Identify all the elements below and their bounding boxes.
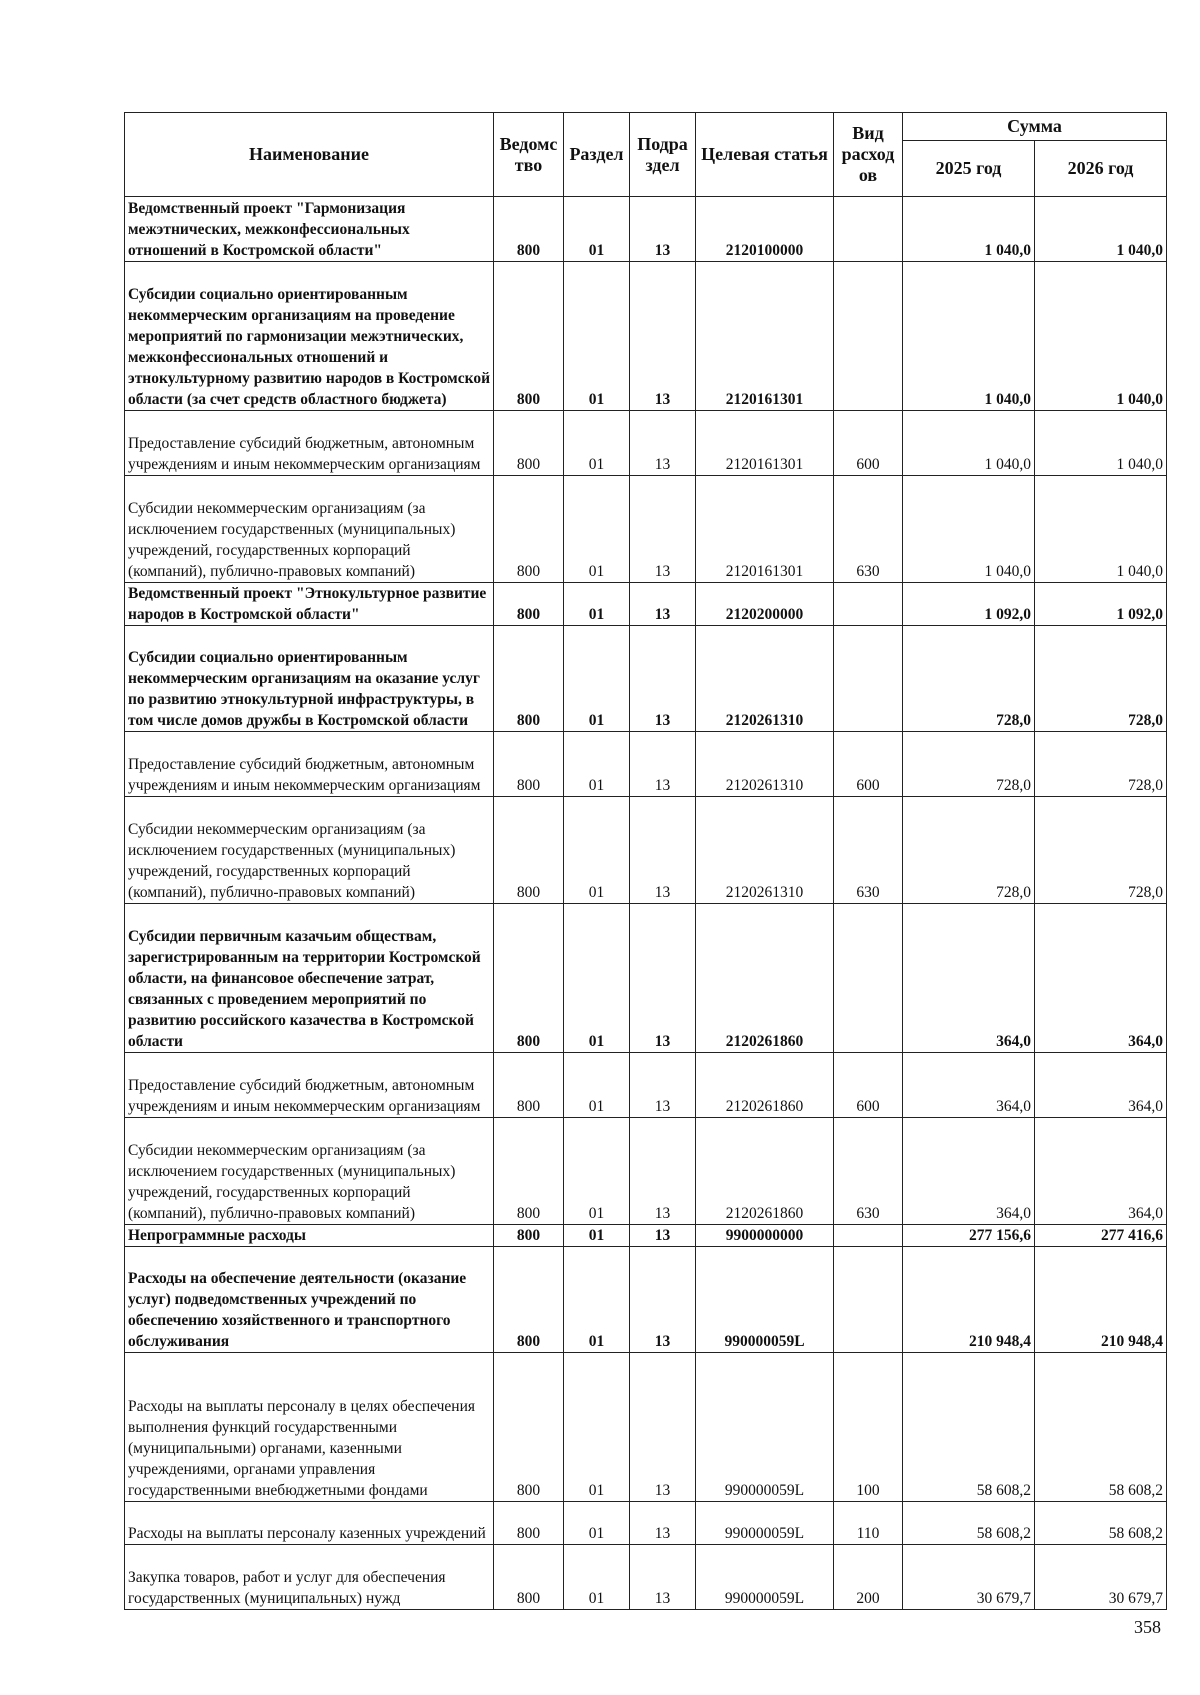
- row-vedomstvo-cell: 800: [494, 411, 564, 476]
- row-vedomstvo-cell: 800: [494, 1225, 564, 1247]
- row-sum-2026-cell: 1 040,0: [1035, 476, 1167, 583]
- row-vedomstvo-cell: 800: [494, 904, 564, 1053]
- row-celevaya-statya-cell: 990000059L: [696, 1353, 834, 1502]
- row-celevaya-statya-cell: 990000059L: [696, 1545, 834, 1610]
- row-vedomstvo-cell: 800: [494, 797, 564, 904]
- row-name-cell: Расходы на выплаты персоналу в целях обеспечения выполнения функций государственными (муниципальными) органами, казенными учреждениями, органами управления государственными внебюджетными фондами: [125, 1353, 494, 1502]
- row-razdel-cell: 01: [564, 1353, 630, 1502]
- row-vedomstvo-cell: 800: [494, 476, 564, 583]
- row-sum-2026-cell: 364,0: [1035, 904, 1167, 1053]
- row-sum-2025-cell: 728,0: [903, 626, 1035, 732]
- row-vedomstvo-cell: 800: [494, 1502, 564, 1545]
- row-vedomstvo-cell: 800: [494, 583, 564, 626]
- header-podrazdel: Подра здел: [630, 113, 696, 197]
- row-razdel-cell: 01: [564, 732, 630, 797]
- row-podrazdel-cell: 13: [630, 732, 696, 797]
- row-celevaya-statya-cell: 2120261860: [696, 904, 834, 1053]
- row-name-cell: Ведомственный проект "Этнокультурное развитие народов в Костромской области": [125, 583, 494, 626]
- table-row: [125, 411, 1167, 476]
- header-vedomstvo: Ведомс тво: [494, 113, 564, 197]
- row-razdel-cell: 01: [564, 626, 630, 732]
- row-podrazdel-cell: 13: [630, 1353, 696, 1502]
- table-row: [125, 1225, 1167, 1247]
- row-razdel-cell: 01: [564, 1118, 630, 1225]
- row-celevaya-statya-cell: 2120100000: [696, 197, 834, 262]
- row-podrazdel-cell: 13: [630, 904, 696, 1053]
- table-row: [125, 1053, 1167, 1118]
- row-celevaya-statya-cell: 2120261860: [696, 1118, 834, 1225]
- row-sum-2025-cell: 1 040,0: [903, 411, 1035, 476]
- table-row: [125, 1545, 1167, 1610]
- row-razdel-cell: 01: [564, 1545, 630, 1610]
- row-name-cell: Ведомственный проект "Гармонизация межэтнических, межконфессиональных отношений в Костромской области": [125, 197, 494, 262]
- row-vedomstvo-cell: 800: [494, 732, 564, 797]
- row-vid-raskhodov-cell: 600: [834, 411, 903, 476]
- row-vedomstvo-cell: 800: [494, 262, 564, 411]
- budget-table: [124, 112, 1167, 1610]
- row-name-cell: Субсидии некоммерческим организациям (за исключением государственных (муниципальных) учреждений, государственных корпораций (компаний), публично-правовых компаний): [125, 1118, 494, 1225]
- row-podrazdel-cell: 13: [630, 1225, 696, 1247]
- table-row: [125, 904, 1167, 1053]
- row-sum-2025-cell: 210 948,4: [903, 1247, 1035, 1353]
- header-vid-raskhodov: Вид расход ов: [834, 113, 903, 197]
- row-sum-2025-cell: 728,0: [903, 732, 1035, 797]
- row-sum-2025-cell: 364,0: [903, 1053, 1035, 1118]
- row-celevaya-statya-cell: 2120161301: [696, 411, 834, 476]
- row-celevaya-statya-cell: 990000059L: [696, 1247, 834, 1353]
- row-sum-2026-cell: 364,0: [1035, 1118, 1167, 1225]
- header-name: Наименование: [125, 113, 494, 197]
- table-body: [125, 197, 1167, 1610]
- row-sum-2026-cell: 1 040,0: [1035, 197, 1167, 262]
- row-sum-2026-cell: 1 040,0: [1035, 411, 1167, 476]
- row-name-cell: Субсидии первичным казачьим обществам, зарегистрированным на территории Костромской области, на финансовое обеспечение затрат, связанных с проведением мероприятий по развитию российского казачества в Костромской области: [125, 904, 494, 1053]
- row-vedomstvo-cell: 800: [494, 626, 564, 732]
- row-podrazdel-cell: 13: [630, 1118, 696, 1225]
- row-podrazdel-cell: 13: [630, 476, 696, 583]
- row-vedomstvo-cell: 800: [494, 1053, 564, 1118]
- row-razdel-cell: 01: [564, 1502, 630, 1545]
- row-celevaya-statya-cell: 2120261860: [696, 1053, 834, 1118]
- row-name-cell: Расходы на обеспечение деятельности (оказание услуг) подведомственных учреждений по обеспечению хозяйственного и транспортного обслуживания: [125, 1247, 494, 1353]
- table-row: [125, 476, 1167, 583]
- row-podrazdel-cell: 13: [630, 1247, 696, 1353]
- row-name-cell: Субсидии некоммерческим организациям (за исключением государственных (муниципальных) учреждений, государственных корпораций (компаний), публично-правовых компаний): [125, 476, 494, 583]
- row-podrazdel-cell: 13: [630, 626, 696, 732]
- row-vedomstvo-cell: 800: [494, 197, 564, 262]
- header-year-2025: 2025 год: [903, 141, 1035, 197]
- row-podrazdel-cell: 13: [630, 1502, 696, 1545]
- row-vid-raskhodov-cell: [834, 1225, 903, 1247]
- row-vid-raskhodov-cell: [834, 583, 903, 626]
- row-razdel-cell: 01: [564, 904, 630, 1053]
- row-vid-raskhodov-cell: [834, 197, 903, 262]
- table-row: [125, 797, 1167, 904]
- row-vid-raskhodov-cell: [834, 262, 903, 411]
- row-sum-2025-cell: 58 608,2: [903, 1502, 1035, 1545]
- row-sum-2025-cell: 1 040,0: [903, 262, 1035, 411]
- row-sum-2025-cell: 364,0: [903, 1118, 1035, 1225]
- row-sum-2025-cell: 728,0: [903, 797, 1035, 904]
- header-year-2026: 2026 год: [1035, 141, 1167, 197]
- table-row: [125, 732, 1167, 797]
- row-razdel-cell: 01: [564, 197, 630, 262]
- row-vid-raskhodov-cell: 600: [834, 1053, 903, 1118]
- row-sum-2025-cell: 1 040,0: [903, 197, 1035, 262]
- header-razdel: Раздел: [564, 113, 630, 197]
- row-vid-raskhodov-cell: 100: [834, 1353, 903, 1502]
- row-sum-2026-cell: 58 608,2: [1035, 1502, 1167, 1545]
- row-vedomstvo-cell: 800: [494, 1247, 564, 1353]
- row-podrazdel-cell: 13: [630, 262, 696, 411]
- row-celevaya-statya-cell: 990000059L: [696, 1502, 834, 1545]
- row-name-cell: Субсидии социально ориентированным некоммерческим организациям на проведение мероприятий по гармонизации межэтнических, межконфессиональных отношений и этнокультурному развитию народов в Костромской области (за счет средств областного бюджета): [125, 262, 494, 411]
- row-name-cell: Предоставление субсидий бюджетным, автономным учреждениям и иным некоммерческим организациям: [125, 411, 494, 476]
- row-razdel-cell: 01: [564, 476, 630, 583]
- page-number: 358: [1134, 1617, 1161, 1637]
- table-row: [125, 626, 1167, 732]
- row-celevaya-statya-cell: 2120161301: [696, 476, 834, 583]
- row-vid-raskhodov-cell: 110: [834, 1502, 903, 1545]
- table-row: [125, 1353, 1167, 1502]
- row-podrazdel-cell: 13: [630, 797, 696, 904]
- row-vedomstvo-cell: 800: [494, 1545, 564, 1610]
- row-vid-raskhodov-cell: 630: [834, 797, 903, 904]
- row-sum-2026-cell: 58 608,2: [1035, 1353, 1167, 1502]
- row-sum-2025-cell: 30 679,7: [903, 1545, 1035, 1610]
- table-row: [125, 1502, 1167, 1545]
- row-name-cell: Субсидии некоммерческим организациям (за исключением государственных (муниципальных) учреждений, государственных корпораций (компаний), публично-правовых компаний): [125, 797, 494, 904]
- row-sum-2026-cell: 277 416,6: [1035, 1225, 1167, 1247]
- row-podrazdel-cell: 13: [630, 411, 696, 476]
- table-row: [125, 583, 1167, 626]
- header-summa: Сумма: [903, 113, 1167, 141]
- table-row: [125, 197, 1167, 262]
- row-razdel-cell: 01: [564, 1053, 630, 1118]
- row-sum-2025-cell: 1 040,0: [903, 476, 1035, 583]
- row-celevaya-statya-cell: 2120200000: [696, 583, 834, 626]
- row-name-cell: Расходы на выплаты персоналу казенных учреждений: [125, 1502, 494, 1545]
- row-razdel-cell: 01: [564, 797, 630, 904]
- row-sum-2025-cell: 277 156,6: [903, 1225, 1035, 1247]
- row-name-cell: Закупка товаров, работ и услуг для обеспечения государственных (муниципальных) нужд: [125, 1545, 494, 1610]
- row-celevaya-statya-cell: 2120161301: [696, 262, 834, 411]
- row-celevaya-statya-cell: 9900000000: [696, 1225, 834, 1247]
- row-vid-raskhodov-cell: [834, 1247, 903, 1353]
- row-sum-2025-cell: 58 608,2: [903, 1353, 1035, 1502]
- row-vid-raskhodov-cell: 600: [834, 732, 903, 797]
- row-celevaya-statya-cell: 2120261310: [696, 797, 834, 904]
- row-vid-raskhodov-cell: 630: [834, 476, 903, 583]
- row-sum-2026-cell: 364,0: [1035, 1053, 1167, 1118]
- row-sum-2026-cell: 210 948,4: [1035, 1247, 1167, 1353]
- row-vedomstvo-cell: 800: [494, 1353, 564, 1502]
- row-podrazdel-cell: 13: [630, 197, 696, 262]
- row-podrazdel-cell: 13: [630, 583, 696, 626]
- row-vid-raskhodov-cell: [834, 626, 903, 732]
- table-row: [125, 262, 1167, 411]
- row-podrazdel-cell: 13: [630, 1545, 696, 1610]
- row-celevaya-statya-cell: 2120261310: [696, 626, 834, 732]
- row-sum-2026-cell: 728,0: [1035, 797, 1167, 904]
- row-sum-2026-cell: 1 092,0: [1035, 583, 1167, 626]
- row-sum-2025-cell: 364,0: [903, 904, 1035, 1053]
- row-razdel-cell: 01: [564, 262, 630, 411]
- row-vid-raskhodov-cell: [834, 904, 903, 1053]
- row-name-cell: Субсидии социально ориентированным некоммерческим организациям на оказание услуг по развитию этнокультурной инфраструктуры, в том числе домов дружбы в Костромской области: [125, 626, 494, 732]
- row-razdel-cell: 01: [564, 411, 630, 476]
- row-vid-raskhodov-cell: 630: [834, 1118, 903, 1225]
- row-razdel-cell: 01: [564, 1247, 630, 1353]
- row-razdel-cell: 01: [564, 1225, 630, 1247]
- row-name-cell: Непрограммные расходы: [125, 1225, 494, 1247]
- row-name-cell: Предоставление субсидий бюджетным, автономным учреждениям и иным некоммерческим организациям: [125, 1053, 494, 1118]
- row-sum-2026-cell: 728,0: [1035, 626, 1167, 732]
- row-sum-2026-cell: 30 679,7: [1035, 1545, 1167, 1610]
- row-vedomstvo-cell: 800: [494, 1118, 564, 1225]
- row-sum-2026-cell: 728,0: [1035, 732, 1167, 797]
- row-celevaya-statya-cell: 2120261310: [696, 732, 834, 797]
- row-razdel-cell: 01: [564, 583, 630, 626]
- table-row: [125, 1247, 1167, 1353]
- row-podrazdel-cell: 13: [630, 1053, 696, 1118]
- row-name-cell: Предоставление субсидий бюджетным, автономным учреждениям и иным некоммерческим организациям: [125, 732, 494, 797]
- header-celevaya-statya: Целевая статья: [696, 113, 834, 197]
- row-vid-raskhodov-cell: 200: [834, 1545, 903, 1610]
- row-sum-2026-cell: 1 040,0: [1035, 262, 1167, 411]
- table-row: [125, 1118, 1167, 1225]
- row-sum-2025-cell: 1 092,0: [903, 583, 1035, 626]
